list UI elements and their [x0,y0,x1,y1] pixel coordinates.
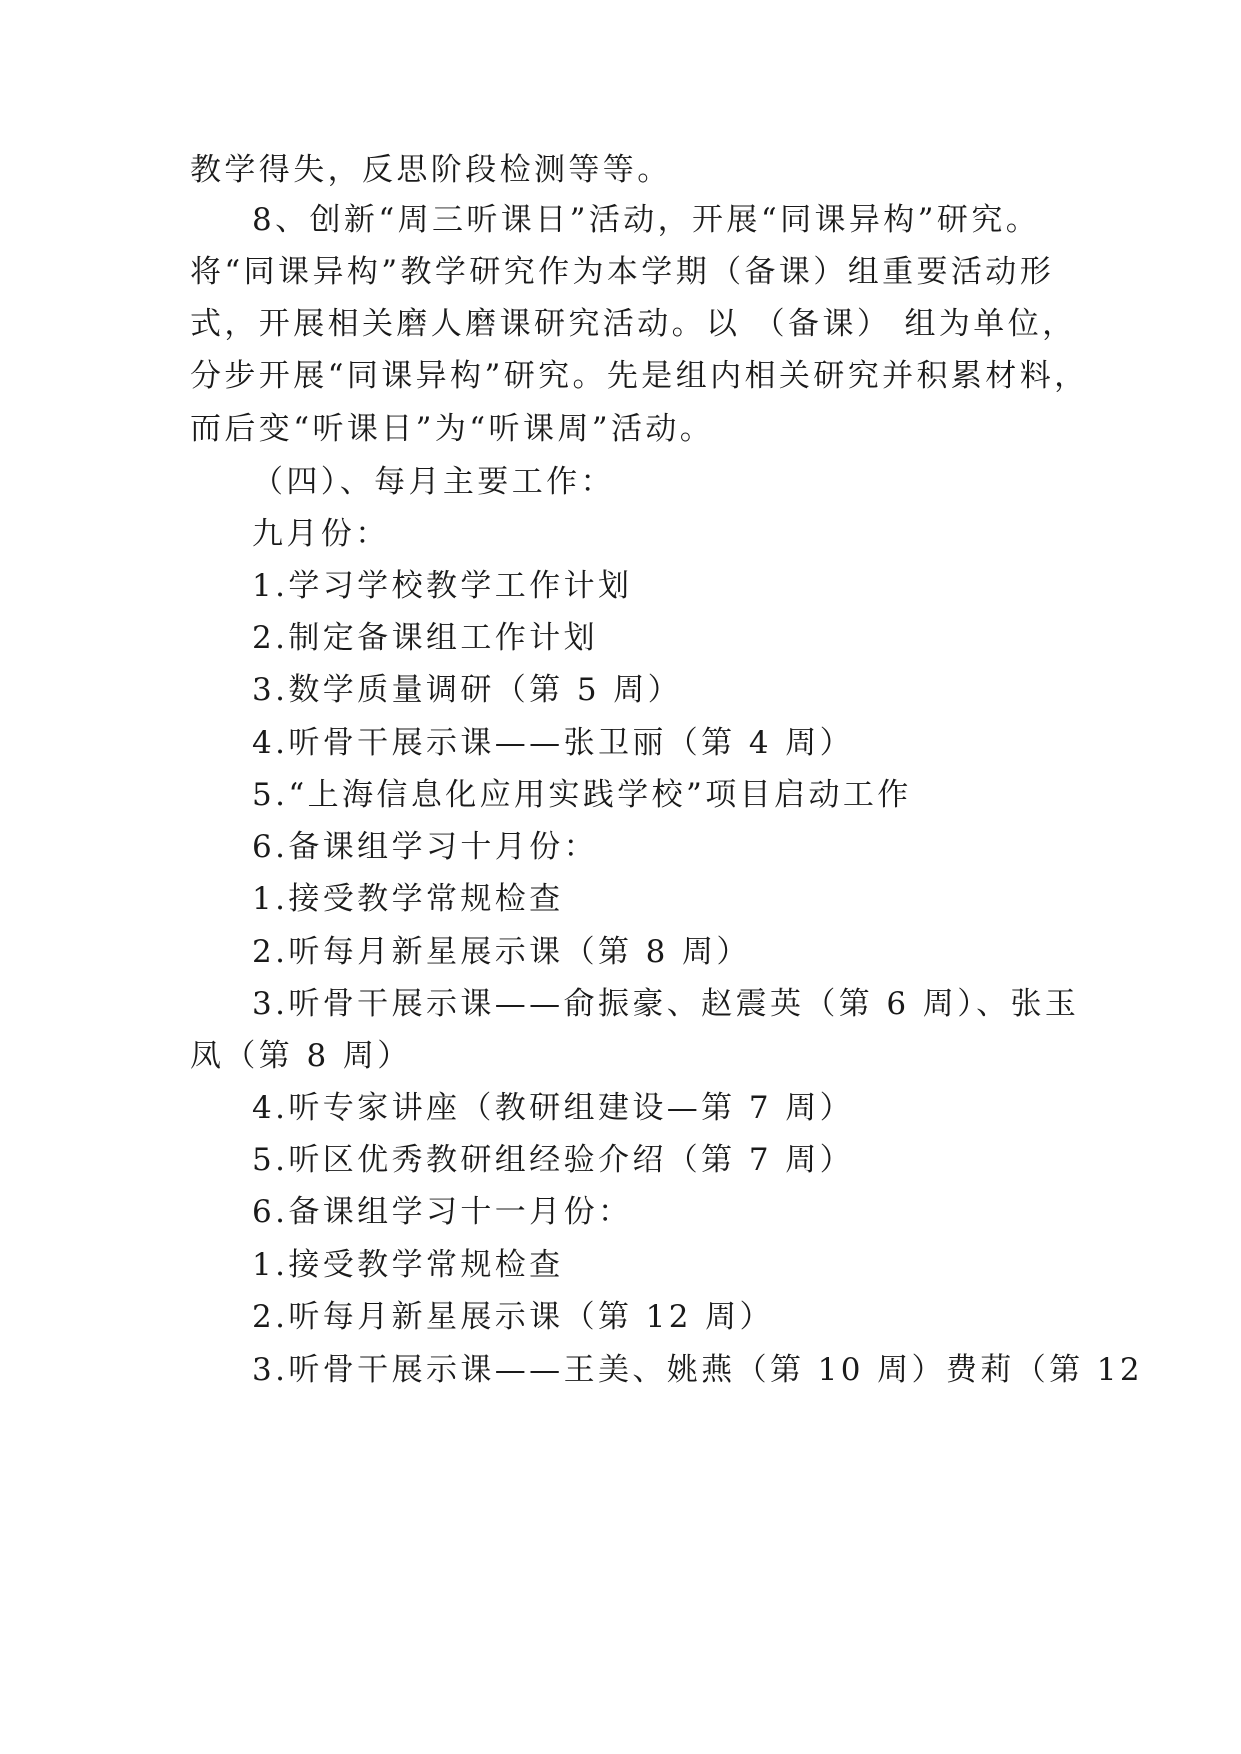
text-line: 教学得失，反思阶段检测等等。 [190,152,672,188]
list-item: 1.接受教学常规检查 [252,1247,564,1283]
list-item: 3.听骨干展示课——王美、姚燕（第 10 周）费莉（第 12 [252,1352,1144,1388]
list-item: 5.“上海信息化应用实践学校”项目启动工作 [252,777,912,813]
text-line: 8、创新“周三听课日”活动，开展“同课异构”研究。 [252,202,1041,238]
list-item: 4.听专家讲座（教研组建设—第 7 周） [252,1090,855,1126]
list-item: 3.数学质量调研（第 5 周） [252,672,683,708]
list-item: 2.制定备课组工作计划 [252,620,598,656]
text-line: 将“同课异构”教学研究作为本学期（备课）组重要活动形 [190,254,1055,290]
list-item: 4.听骨干展示课——张卫丽（第 4 周） [252,725,855,761]
text-line: 而后变“听课日”为“听课周”活动。 [190,411,715,447]
list-item: 5.听区优秀教研组经验介绍（第 7 周） [252,1142,855,1178]
list-item: 1.学习学校教学工作计划 [252,568,633,604]
list-item: 3.听骨干展示课——俞振豪、赵震英（第 6 周）、张玉 [252,986,1080,1022]
text-line: 分步开展“同课异构”研究。先是组内相关研究并积累材料， [190,358,1089,394]
list-item: 6.备课组学习十一月份： [252,1194,633,1230]
text-line: 凤（第 8 周） [190,1038,412,1074]
section-heading: （四）、每月主要工作： [252,464,615,500]
list-item: 2.听每月新星展示课（第 8 周） [252,934,751,970]
list-item: 6.备课组学习十月份： [252,829,598,865]
list-item: 1.接受教学常规检查 [252,881,564,917]
text-line: 式，开展相关磨人磨课研究活动。以 （备课） 组为单位， [190,306,1077,342]
month-heading: 九月份： [252,516,390,552]
list-item: 2.听每月新星展示课（第 12 周） [252,1299,774,1335]
